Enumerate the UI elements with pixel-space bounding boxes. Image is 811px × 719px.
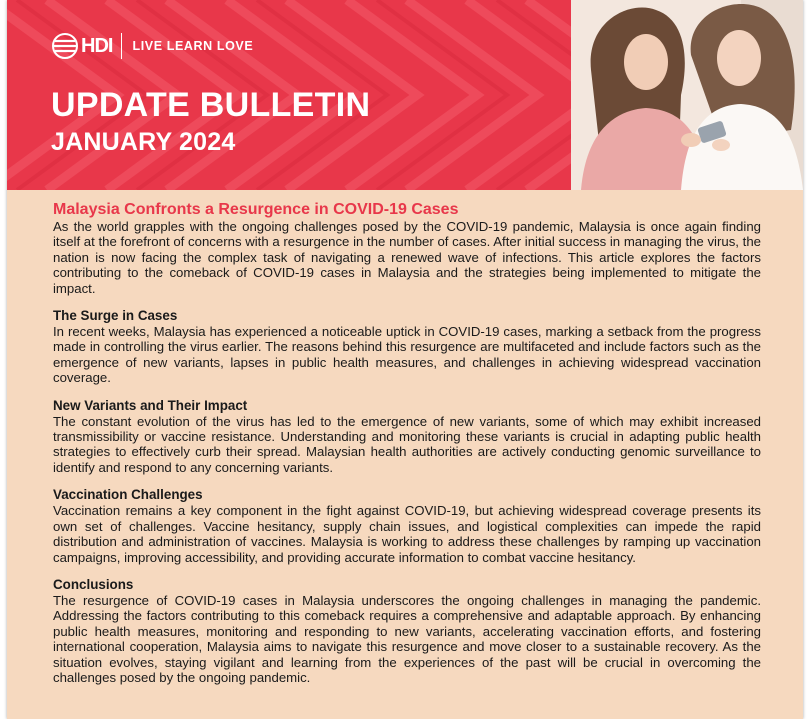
two-women-photo-illustration xyxy=(571,0,803,190)
bulletin-page xyxy=(7,0,803,719)
section-title-vaccination: Vaccination Challenges xyxy=(53,487,203,503)
logo-divider xyxy=(121,33,122,59)
bulletin-date: JANUARY 2024 xyxy=(51,128,236,156)
brand-tagline: LIVE LEARN LOVE xyxy=(132,39,254,53)
section-body-vaccination: Vaccination remains a key component in the fight against COVID-19, but achieving widespread coverage presents its own set of challenges. Vaccine hesitancy, supply chain issues, and logistical complexities can impede the rapid distribution and administration of vaccines. Malaysia is working to address these challenges by ramping up vaccination campaigns, improving accessibility, and providing accurate information to combat vaccine hesitancy. xyxy=(53,503,761,565)
header-banner xyxy=(7,0,803,190)
section-title-surge: The Surge in Cases xyxy=(53,308,178,324)
section-body-conclusions: The resurgence of COVID-19 cases in Malaysia underscores the ongoing challenges in managing the pandemic. Addressing the factors contributing to this comeback requires a comprehensive and adaptable approach. By enhancing public health measures, monitoring and responding to new variants, accelerating vaccination efforts, and fostering international cooperation, Malaysia aims to navigate this resurgence and move closer to a sustainable recovery. As the situation evolves, staying vigilant and learning from the experiences of the past will be crucial in overcoming the challenges posed by the ongoing pandemic. xyxy=(53,592,761,685)
header-photo xyxy=(571,0,803,190)
bulletin-title: UPDATE BULLETIN xyxy=(51,86,371,124)
section-title-variants: New Variants and Their Impact xyxy=(53,397,248,413)
article-headline: Malaysia Confronts a Resurgence in COVID-19 Cases xyxy=(53,201,459,218)
hdi-globe-icon xyxy=(51,32,79,60)
section-title-conclusions: Conclusions xyxy=(53,576,134,592)
brand-name: HDI xyxy=(81,34,113,57)
logo-row xyxy=(51,32,253,60)
article xyxy=(53,201,761,685)
section-body-variants: The constant evolution of the virus has led to the emergence of new variants, some of which may exhibit increased transmissibility or vaccine resistance. Understanding and monitoring these variants is crucial in adapting public health strategies to effectively curb their spread. Malaysian health authorities are actively conducting genomic surveillance to identify and respond to any concerning variants. xyxy=(53,413,761,475)
section-body-surge: In recent weeks, Malaysia has experienced a noticeable uptick in COVID-19 cases, marking a setback from the progress made in controlling the virus earlier. The reasons behind this resurgence are multifaceted and include factors such as the emergence of new variants, lapses in public health measures, and challenges in achieving widespread vaccination coverage. xyxy=(53,324,761,386)
article-intro: As the world grapples with the ongoing challenges posed by the COVID-19 pandemic, Malaysia is once again finding itself at the forefront of concerns with a resurgence in the number of cases. After initial success in managing the virus, the nation is now facing the complex task of navigating a renewed wave of infections. This article explores the factors contributing to the comeback of COVID-19 cases in Malaysia and the strategies being implemented to mitigate the impact. xyxy=(53,219,761,296)
